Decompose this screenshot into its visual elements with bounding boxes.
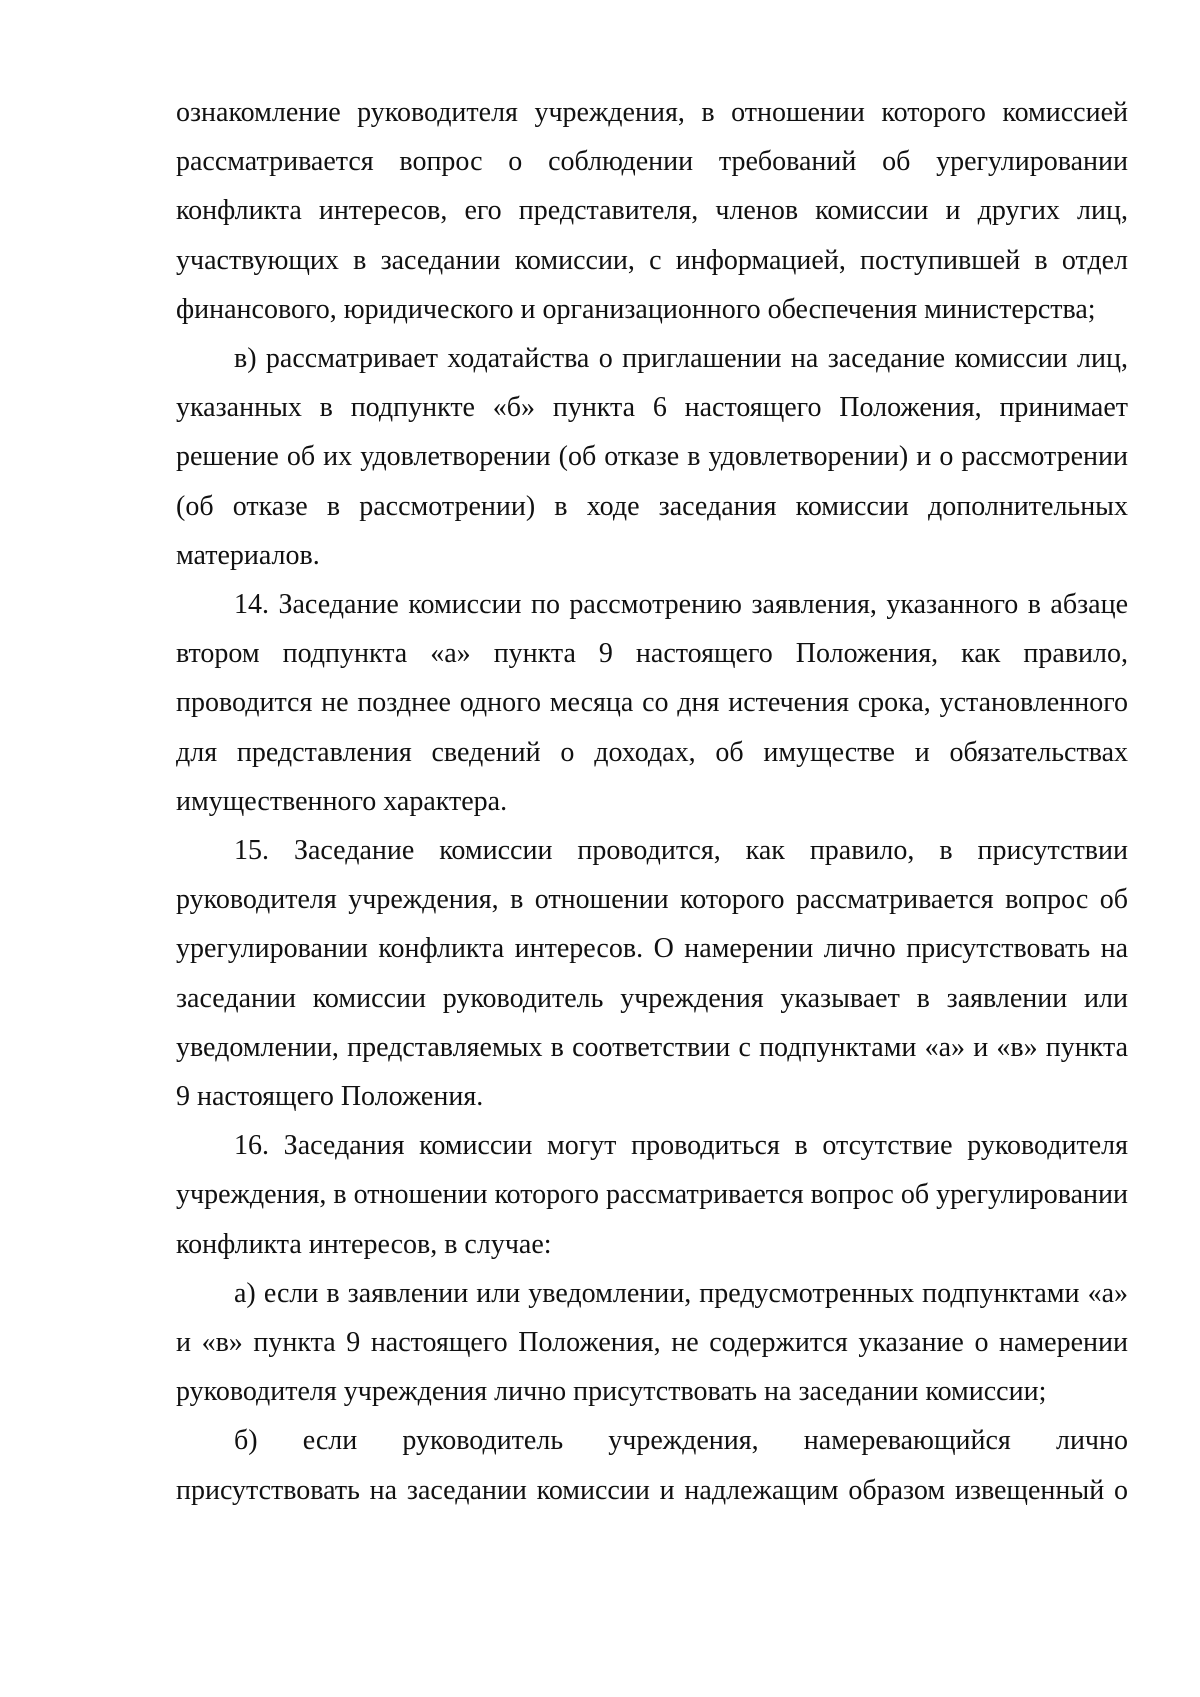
document-body (176, 88, 1128, 1515)
paragraph-item-16: 16. Заседания комиссии могут проводиться в отсутствие руководителя учреждения, в отношении которого рассматривается вопрос об урегулировании конфликта интересов, в случае: (176, 1130, 1128, 1260)
paragraph-continuation: ознакомление руководителя учреждения, в отношении которого комиссией рассматривается вопрос о соблюдении требований об урегулировании конфликта интересов, его представителя, членов комиссии и других лиц, участвующих в заседании комиссии, с информацией, поступившей в отдел финансового, юридического и организационного обеспечения министерства; (176, 97, 1128, 325)
paragraph-item-14: 14. Заседание комиссии по рассмотрению заявления, указанного в абзаце втором подпункта «а» пункта 9 настоящего Положения, как правило, проводится не позднее одного месяца со дня истечения срока, установленного для представления сведений о доходах, об имуществе и обязательствах имущественного характера. (176, 589, 1128, 817)
paragraph-item-15: 15. Заседание комиссии проводится, как правило, в присутствии руководителя учреждения, в отношении которого рассматривается вопрос об урегулировании конфликта интересов. О намерении лично присутствовать на заседании комиссии руководитель учреждения указывает в заявлении или уведомлении, представляемых в соответствии с подпунктами «а» и «в» пункта 9 настоящего Положения. (176, 835, 1128, 1113)
paragraph-subitem-b: б) если руководитель учреждения, намеревающийся лично присутствовать на заседании комиссии и надлежащим образом извещенный о (176, 1425, 1128, 1506)
paragraph-subitem-a: а) если в заявлении или уведомлении, предусмотренных подпунктами «а» и «в» пункта 9 настоящего Положения, не содержится указание о намерении руководителя учреждения лично присутствовать на заседании комиссии; (176, 1277, 1128, 1408)
paragraph-subitem-v: в) рассматривает ходатайства о приглашении на заседание комиссии лиц, указанных в подпункте «б» пункта 6 настоящего Положения, принимает решение об их удовлетворении (об отказе в удовлетворении) и о рассмотрении (об отказе в рассмотрении) в ходе заседания комиссии дополнительных материалов. (176, 343, 1128, 571)
